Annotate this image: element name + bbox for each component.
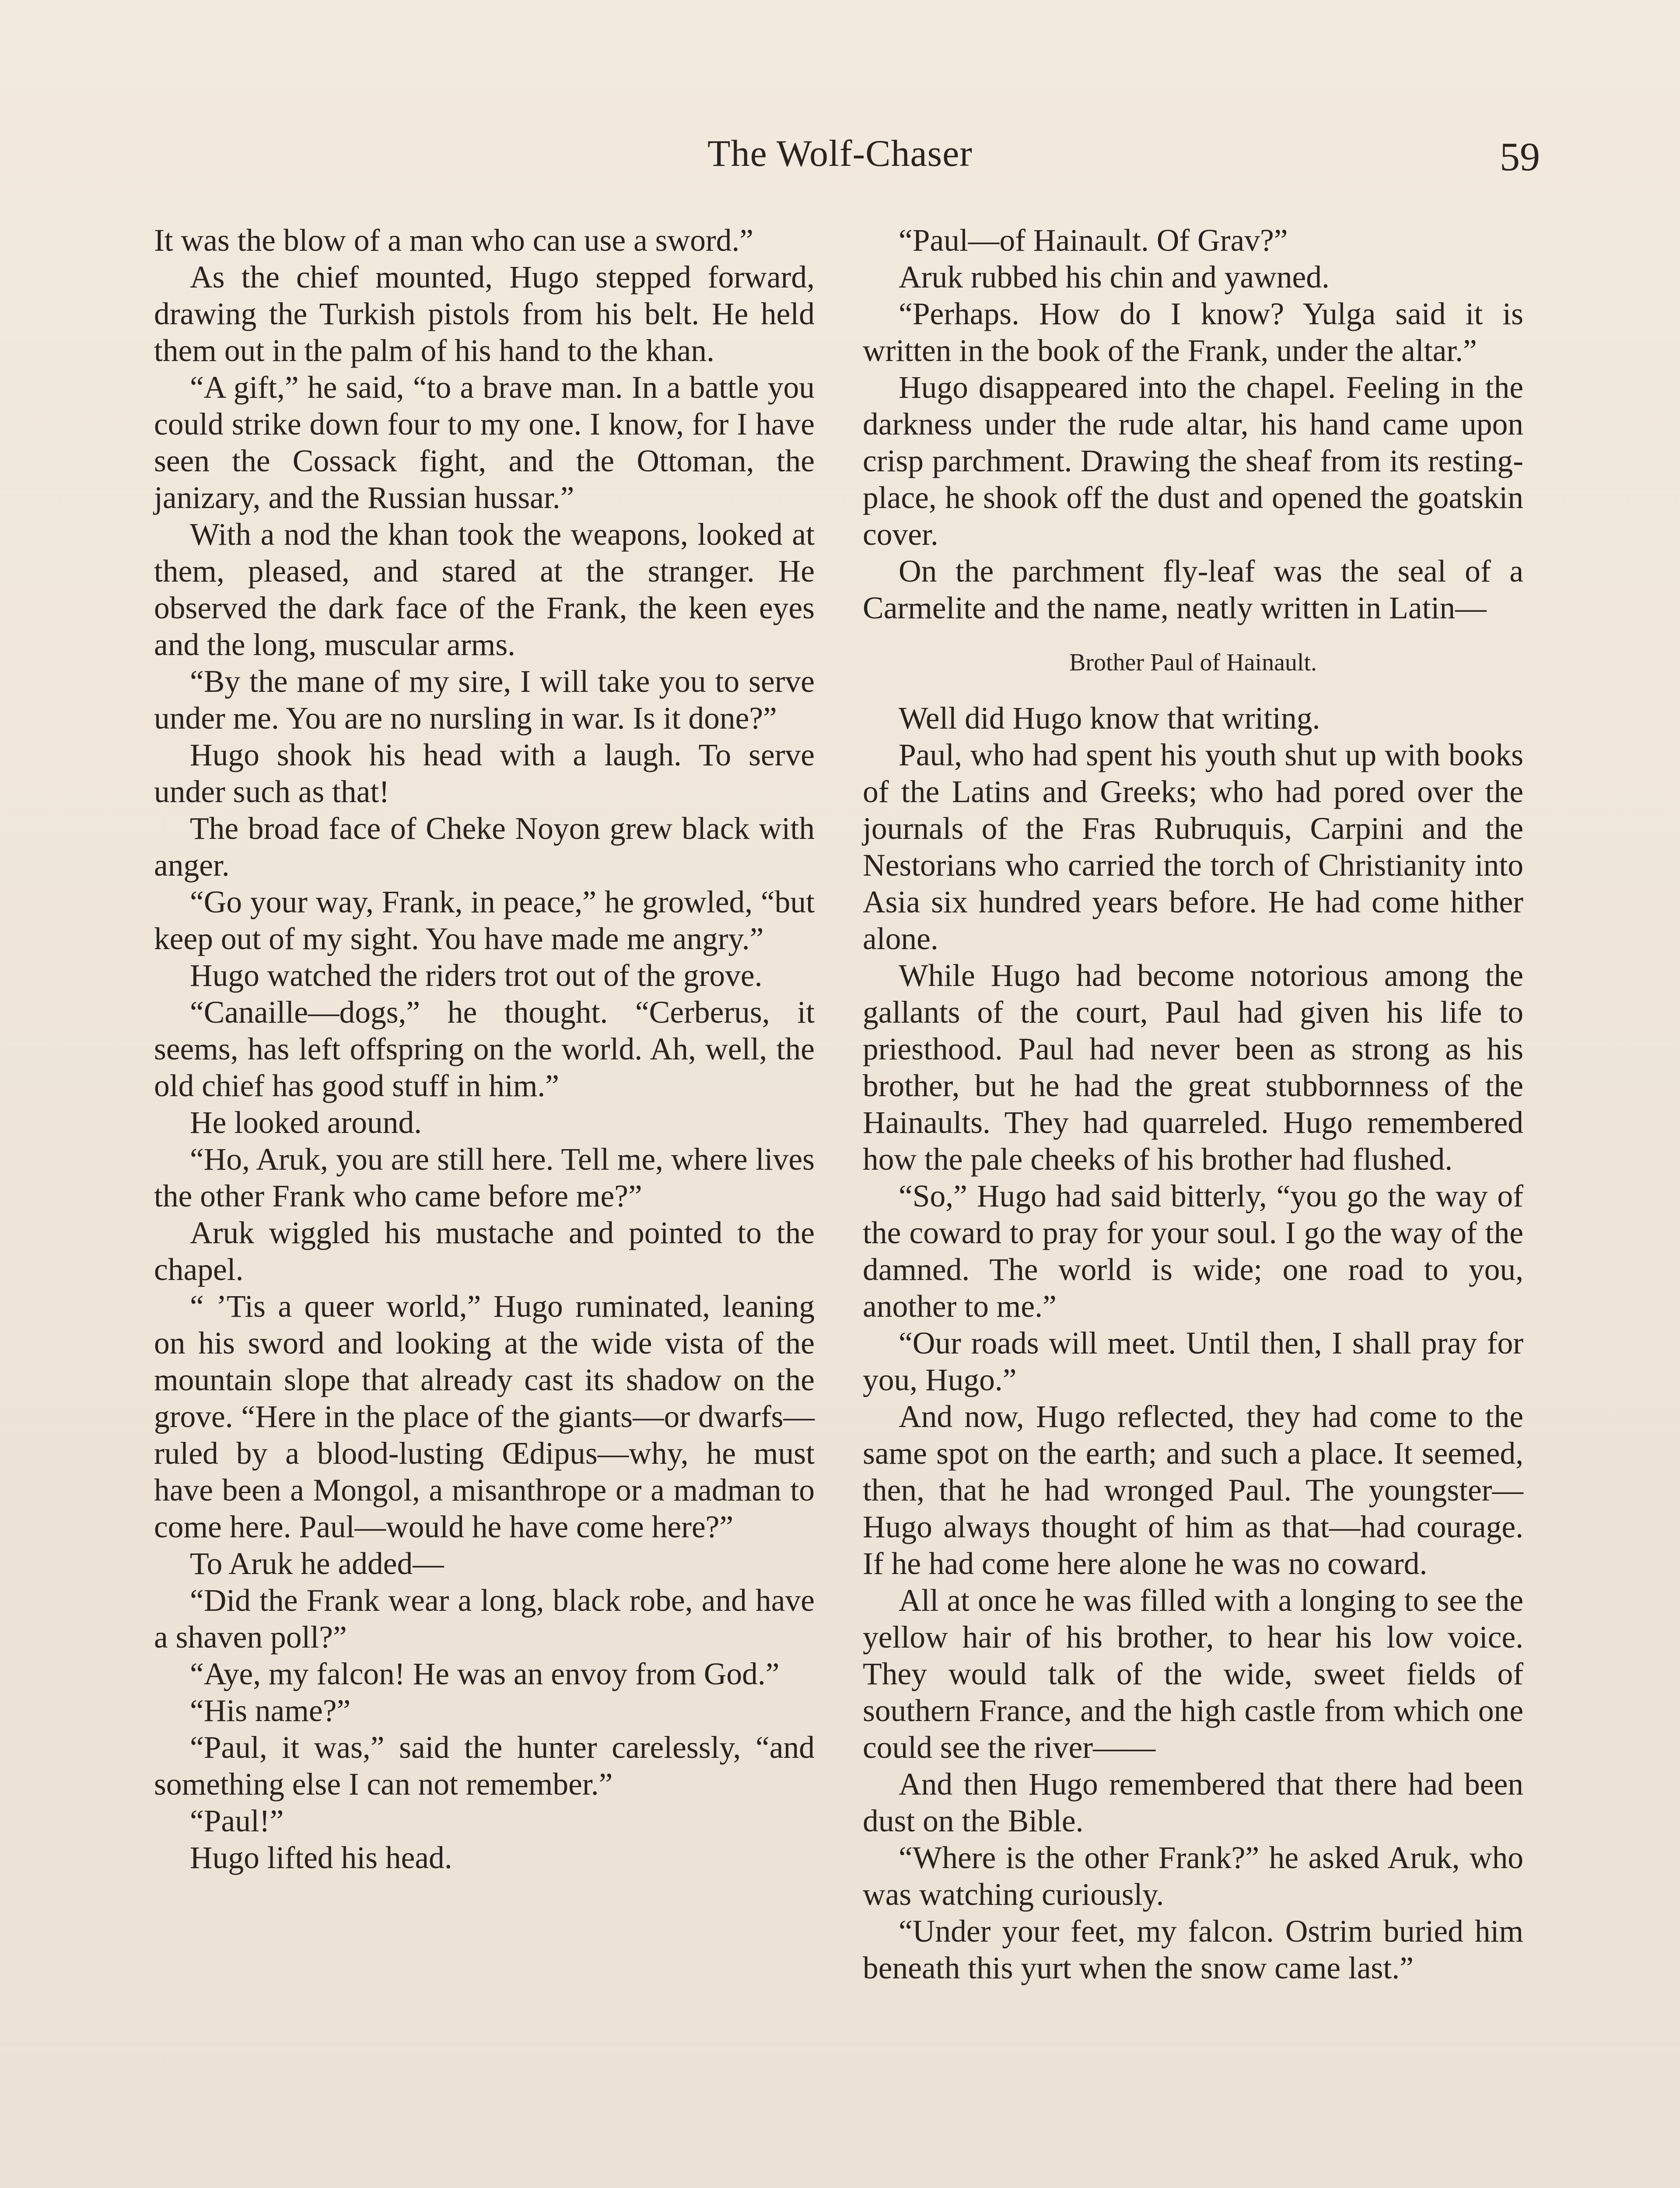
paragraph: “ ’Tis a queer world,” Hugo ruminated, leaning on his sword and looking at the wide vista of the mountain slope that already cast its shadow on the grove. “Here in the place of the giants—or dwarfs—ruled by a blood-lusting Œdipus—why, he must have been a Mongol, a misanthrope or a madman to come here. Paul—would he have come here?”: [154, 1289, 815, 1544]
paragraph: All at once he was filled with a longing to see the yellow hair of his brother, to hear his low voice. They would talk of the wide, sweet fields of southern France, and the high castle from which one could see the river——: [863, 1583, 1523, 1765]
paragraph: Hugo disappeared into the chapel. Feeling in the darkness under the rude altar, his hand came upon crisp parchment. Drawing the sheaf from its resting-place, he shook off the dust and opened the goatskin cover.: [863, 370, 1523, 552]
paragraph: “By the mane of my sire, I will take you to serve under me. You are no nursling in war. Is it done?”: [154, 664, 815, 736]
paragraph: Hugo shook his head with a laugh. To serve under such as that!: [154, 738, 815, 809]
paragraph: Aruk rubbed his chin and yawned.: [899, 260, 1330, 295]
paragraph: As the chief mounted, Hugo stepped forward, drawing the Turkish pistols from his belt. He held them out in the palm of his hand to the khan.: [154, 260, 815, 368]
paragraph: “A gift,” he said, “to a brave man. In a battle you could strike down four to my one. I know, for I have seen the Cossack fight, and the Ottoman, the janizary, and the Russian hussar.”: [154, 370, 815, 515]
paragraph: And then Hugo remembered that there had been dust on the Bible.: [863, 1767, 1523, 1838]
paragraph: “So,” Hugo had said bitterly, “you go the way of the coward to pray for your soul. I go the way of the damned. The world is wide; one road to you, another to me.”: [863, 1179, 1523, 1324]
paragraph: “Our roads will meet. Until then, I shall pray for you, Hugo.”: [863, 1326, 1523, 1397]
paragraph: He looked around.: [190, 1105, 422, 1140]
paragraph: “Ho, Aruk, you are still here. Tell me, where lives the other Frank who came before me?”: [154, 1142, 815, 1213]
paragraph: “Paul, it was,” said the hunter carelessly, “and something else I can not remember.”: [154, 1730, 815, 1802]
paragraph: Aruk wiggled his mustache and pointed to the chapel.: [154, 1216, 815, 1287]
paragraph: “Perhaps. How do I know? Yulga said it is written in the book of the Frank, under the altar.”: [863, 297, 1523, 368]
paragraph: To Aruk he added—: [190, 1546, 444, 1581]
paragraph: “Under your feet, my falcon. Ostrim buried him beneath this yurt when the snow came last.”: [863, 1914, 1523, 1985]
page-number: 59: [1500, 134, 1540, 179]
paragraph: Paul, who had spent his youth shut up with books of the Latins and Greeks; who had pored over the journals of the Fras Rubruquis, Carpini and the Nestorians who carried the torch of Christianity into Asia six hundred years before. He had come hither alone.: [863, 738, 1523, 956]
paragraph: Hugo watched the riders trot out of the grove.: [190, 958, 763, 993]
paragraph: “Go your way, Frank, in peace,” he growled, “but keep out of my sight. You have made me angry.”: [154, 885, 815, 956]
paragraph: Well did Hugo know that writing.: [899, 701, 1320, 736]
paragraph: “Canaille—dogs,” he thought. “Cerberus, it seems, has left offspring on the world. Ah, well, the old chief has good stuff in him.”: [154, 995, 815, 1103]
paragraph: The broad face of Cheke Noyon grew black with anger.: [154, 811, 815, 883]
running-head-title: The Wolf-Chaser: [707, 132, 973, 174]
paragraph: Hugo lifted his head.: [190, 1841, 452, 1875]
paragraph: “Aye, my falcon! He was an envoy from God.”: [190, 1657, 780, 1691]
paragraph: And now, Hugo reflected, they had come to the same spot on the earth; and such a place. It seemed, then, that he had wronged Paul. The youngster—Hugo always thought of him as that—had courage. If he had come here alone he was no coward.: [863, 1399, 1523, 1581]
paragraph: On the parchment fly-leaf was the seal of a Carmelite and the name, neatly written in Latin—: [863, 554, 1523, 625]
inscription-line: Brother Paul of Hainault.: [1069, 649, 1317, 676]
paragraph: With a nod the khan took the weapons, looked at them, pleased, and stared at the stranger. He observed the dark face of the Frank, the keen eyes and the long, muscular arms.: [154, 517, 815, 662]
paragraph: “Paul—of Hainault. Of Grav?”: [899, 223, 1288, 258]
paragraph: “Paul!”: [190, 1804, 284, 1838]
left-text-column: [154, 222, 815, 1876]
right-text-column: [863, 222, 1523, 1987]
paragraph: “Where is the other Frank?” he asked Aruk, who was watching curiously.: [863, 1841, 1523, 1912]
paragraph: “Did the Frank wear a long, black robe, and have a shaven poll?”: [154, 1583, 815, 1655]
paragraph: It was the blow of a man who can use a sword.”: [154, 223, 754, 258]
paragraph: “His name?”: [190, 1694, 351, 1728]
paragraph: While Hugo had become notorious among the gallants of the court, Paul had given his life to priesthood. Paul had never been as strong as his brother, but he had the great stubbornness of the Hainaults. They had quarreled. Hugo remembered how the pale cheeks of his brother had flushed.: [863, 958, 1523, 1177]
